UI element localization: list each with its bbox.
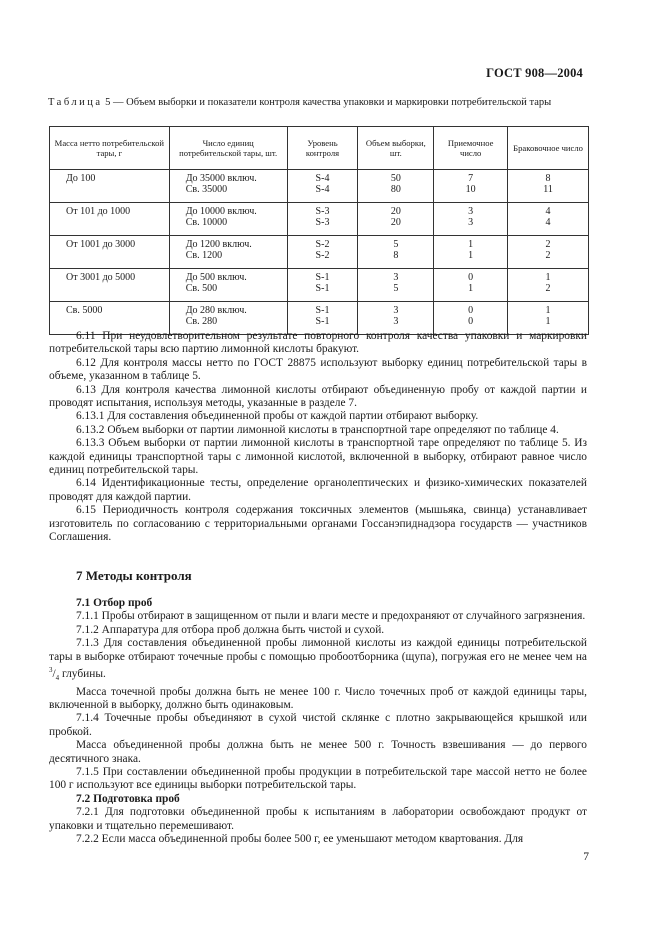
cell-level-line: S-2 [315,249,330,261]
cell-units-line: Св. 10000 [185,216,228,228]
cell-sample [358,170,434,203]
cell-units-line: Св. 280 [185,315,218,327]
table-caption-label: Таблица [48,97,103,108]
cell-sample-line: 5 [393,239,399,250]
cell-level [287,269,358,302]
cell-reject [508,170,589,203]
cell-units-line: Св. 500 [185,282,218,294]
paragraph-7-1-3-end: глубины. [59,667,106,680]
cell-level-line: S-1 [315,282,330,294]
table-row [50,269,589,302]
cell-units-line: Св. 35000 [185,183,228,195]
paragraph-6-13-2: 6.13.2 Объем выборки от партии лимонной кислоты в транспортной таре определяют по таблице 4. [76,423,559,436]
col-header-mass: Масса нетто потребительской тары, г [50,127,170,170]
paragraph-6-11: 6.11 При неудовлетворительном результате повторного контроля качества упаковки и маркировки потребительской тары всю партию лимонной кислоты бракуют. [49,330,587,356]
cell-sample [358,269,434,302]
cell-units [169,236,287,269]
cell-mass: От 101 до 1000 [50,203,170,236]
col-header-units: Число единиц потребительской тары, шт. [169,127,287,170]
cell-sample-line: 3 [393,315,399,327]
table-header-row [50,127,589,170]
paragraph-7-1-4-cont: Масса объединенной пробы должна быть не менее 500 г. Точность взвешивания — до первого десятичного знака. [49,739,587,765]
standard-header: ГОСТ 908—2004 [486,66,583,80]
cell-reject-line: 4 [545,216,551,228]
cell-accept-line: 3 [468,216,474,228]
paragraph-6-13: 6.13 Для контроля качества лимонной кислоты отбирают объединенную пробу от каждой партии и проводят испытания, используя методы, указанные в разделе 7. [49,383,587,410]
cell-units [169,203,287,236]
cell-reject [508,203,589,236]
paragraph-6-13-1: 6.13.1 Для составления объединенной пробы от каждой партии отбирают выборку. [76,410,479,423]
cell-level [287,170,358,203]
cell-mass: Св. 5000 [50,302,170,335]
cell-units [169,269,287,302]
cell-sample-line: 80 [390,183,401,195]
cell-mass: От 1001 до 3000 [50,236,170,269]
paragraph-7-2-1: 7.2.1 Для подготовки объединенной пробы к испытаниям в лаборатории освобождают продукт от упаковки и тщательно перемешивают. [49,806,587,832]
cell-sample-line: 8 [393,249,399,261]
paragraph-7-1-3-cont: Масса точечной пробы должна быть не менее 100 г. Число точечных проб от каждой единицы тары, включенной в выборку, должно быть одинаковым. [49,685,587,711]
cell-accept-line: 3 [468,206,474,217]
table-row [50,170,589,203]
cell-units [169,170,287,203]
paragraph-7-1-3: 7.1.3 Для составления объединенной пробы лимонной кислоты из каждой единицы потребительской тары в выборке отбирают точечные пробы с помощью пробоотборника (щупа), погружая его не менее чем на $^3/_4$ глубины. [49,637,587,683]
cell-accept-line: 7 [468,173,474,184]
cell-sample-line: 50 [390,173,401,184]
paragraph-6-15: 6.15 Периодичность контроля содержания токсичных элементов (мышьяка, свинца) устанавливает изготовитель по согласованию с территориальными органами Госсанэпиднадзора государств — участников Соглашения. [49,504,587,544]
cell-level-line: S-1 [315,305,330,316]
cell-accept [434,170,508,203]
paragraph-6-14: 6.14 Идентификационные тесты, определение органолептических и физико-химических показателей проводят для каждой партии. [49,477,587,503]
cell-mass: До 100 [50,170,170,203]
table-caption-text: 5 — Объем выборки и показатели контроля качества упаковки и маркировки потребительской тары [102,97,552,108]
paragraph-7-1-4: 7.1.4 Точечные пробы объединяют в сухой чистой склянке с плотно закрывающейся крышкой или пробкой. [49,712,587,738]
cell-accept-line: 1 [468,249,474,261]
paragraph-7-1-3-text: 7.1.3 Для составления объединенной пробы лимонной кислоты из каждой единицы потребительской тары в выборке отбирают точечные пробы с помощью пробоотборника (щупа), погружая его не менее чем на [49,637,587,663]
cell-accept-line: 1 [468,282,474,294]
cell-units-line: До 10000 включ. [185,206,257,217]
cell-level-line: S-3 [315,206,330,217]
section-6-text [49,330,587,545]
page-number: 7 [583,851,589,863]
cell-accept-line: 0 [468,305,474,316]
col-header-sample: Объем выборки, шт. [358,127,434,170]
cell-reject-line: 1 [545,272,551,283]
cell-accept [434,269,508,302]
paragraph-6-13-3: 6.13.3 Объем выборки от партии лимонной кислоты в транспортной таре определяют по таблице 5. Из каждой единицы транспортной тары с лимонной кислотой, включенной в выборку, отбирают равное число единиц потребительской тары. [49,437,587,477]
paragraph-7-1-5: 7.1.5 При составлении объединенной пробы продукции в потребительской таре массой нетто не более 100 г используют все единицы выборки потребительской тары. [49,765,587,792]
cell-accept-line: 0 [468,315,474,327]
col-header-reject: Браковочное число [508,127,589,170]
cell-reject-line: 2 [545,249,551,261]
cell-sample-line: 5 [393,282,399,294]
cell-mass: От 3001 до 5000 [50,269,170,302]
cell-level-line: S-1 [315,315,330,327]
paragraph-7-1-2: 7.1.2 Аппаратура для отбора проб должна быть чистой и сухой. [76,623,385,636]
cell-level [287,203,358,236]
cell-accept-line: 10 [465,183,476,195]
col-header-accept: Приемочное число [434,127,508,170]
cell-level-line: S-4 [315,173,330,184]
cell-units-line: До 35000 включ. [185,173,257,184]
cell-reject-line: 1 [545,305,551,316]
sample-size-table [49,126,589,335]
cell-level-line: S-2 [315,239,330,250]
cell-reject-line: 2 [545,239,551,250]
paragraph-6-12: 6.12 Для контроля массы нетто по ГОСТ 28875 используют выборку единиц потребительской тары в объеме, указанном в таблице 5. [49,356,587,383]
cell-level-line: S-3 [315,216,330,228]
table-caption [48,96,588,109]
cell-reject-line: 2 [545,282,551,294]
cell-level [287,236,358,269]
cell-level-line: S-1 [315,272,330,283]
cell-sample [358,203,434,236]
cell-reject-line: 8 [545,173,551,184]
cell-units-line: До 500 включ. [185,272,247,283]
cell-reject-line: 11 [543,183,553,195]
cell-sample-line: 3 [393,305,399,316]
cell-sample-line: 3 [393,272,399,283]
cell-level-line: S-4 [315,183,330,195]
section-7-title: 7 Методы контроля [76,568,192,583]
cell-reject-line: 1 [545,315,551,327]
paragraph-7-1-1: 7.1.1 Пробы отбирают в защищенном от пыли и влаги месте и предохраняют от случайного загрязнения. [76,610,586,623]
subsection-7-2-title: 7.2 Подготовка проб [76,792,180,805]
cell-units-line: До 280 включ. [185,305,247,316]
cell-reject [508,269,589,302]
cell-accept [434,236,508,269]
cell-accept [434,203,508,236]
fraction-denominator: 4 [55,674,60,683]
cell-units-line: До 1200 включ. [185,239,252,250]
cell-reject-line: 4 [545,206,551,217]
cell-reject [508,236,589,269]
cell-sample-line: 20 [390,206,401,217]
fraction-numerator: 3 [49,666,53,675]
cell-units-line: Св. 1200 [185,249,223,261]
table-row [50,203,589,236]
section-7-text [49,597,587,846]
cell-accept-line: 1 [468,239,474,250]
cell-sample [358,236,434,269]
table-row [50,236,589,269]
paragraph-7-2-2: 7.2.2 Если масса объединенной пробы более 500 г, ее уменьшают методом квартования. Для [76,832,524,845]
cell-accept-line: 0 [468,272,474,283]
col-header-level: Уровень контроля [287,127,358,170]
cell-sample-line: 20 [390,216,401,228]
subsection-7-1-title: 7.1 Отбор проб [76,597,153,609]
